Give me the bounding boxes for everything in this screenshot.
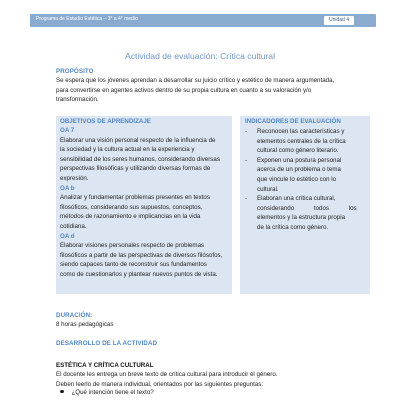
indicadores-list — [245, 127, 364, 233]
indicador-line: Exponen una postura personal — [257, 156, 342, 164]
oa-line: Elaborar una visión personal respecto de la influencia de — [60, 136, 216, 144]
question-text: ¿Qué intención tiene el texto? — [71, 389, 154, 396]
objetivos-heading: OBJETIVOS DE APRENDIZAJE — [60, 118, 151, 125]
oa-label: OA b — [60, 184, 75, 192]
indicador-line: de la crítica como género. — [257, 223, 329, 231]
indicador-line: Elaboran una crítica cultural, — [257, 195, 336, 203]
proposito-line: para convertirse en agentes activos dentro de su propia cultura en cuanto a su valoración y/o — [56, 86, 312, 94]
dash-bullet: - — [245, 195, 248, 203]
page-title: Actividad de evaluación: Crítica cultural — [125, 51, 275, 61]
unit-badge: Unidad 4 — [324, 16, 354, 25]
oa-line: perspectivas filosóficas y utilizando diversas formas de — [60, 165, 211, 173]
desarrollo-heading: DESARROLLO DE LA ACTIVIDAD — [56, 340, 158, 347]
oa-text — [60, 241, 227, 279]
oa-line: Analizar y fundamentar problemas presentes en textos — [60, 194, 210, 202]
indicador-item — [245, 194, 364, 232]
duracion-value: 8 horas pedagógicas — [56, 321, 114, 328]
indicador-line: que vincule lo estético con lo — [257, 175, 337, 183]
indicador-line: elementos y la estructura propia — [257, 214, 346, 222]
oa-label: OA d — [60, 232, 75, 240]
indicador-line: Reconocen las características y — [257, 128, 345, 135]
oa-label: OA 7 — [60, 127, 75, 134]
indicador-item — [245, 156, 364, 194]
oa-line: cotidiana. — [60, 222, 87, 230]
proposito-text — [56, 76, 370, 105]
header-bar — [30, 14, 376, 27]
question-bullet — [60, 389, 154, 396]
bullet-dot-icon — [60, 390, 64, 394]
oa-text — [60, 193, 227, 231]
indicador-line: considerando todos los — [257, 204, 357, 212]
oa-line: siendo capaces tanto de reconstruir sus fundamentos — [60, 261, 207, 269]
desarrollo-line: Deben leerlo de manera individual, orientados por las siguientes preguntas: — [56, 380, 264, 388]
oa-line: la sociedad y la cultura actual en la experiencia y — [60, 146, 195, 154]
dash-bullet: - — [245, 156, 248, 164]
oa-text — [60, 136, 227, 184]
indicadores-heading: INDICADORES DE EVALUACIÓN — [245, 118, 341, 125]
proposito-line: Se espera que los jóvenes aprendan a desarrollar su juicio crítico y estético de manera argumentada, — [56, 77, 335, 84]
indicador-line: cultural como género literario. — [257, 147, 339, 155]
indicador-line: cultural. — [257, 185, 279, 193]
oa-line: sensibilidad de los seres humanos, considerando diversas — [60, 155, 220, 163]
oa-line: como de cuestionarlos y plantear nuevos puntos de vista. — [60, 270, 218, 278]
proposito-line: transformación. — [56, 96, 99, 104]
objetivos-box — [56, 116, 232, 294]
program-name: Programa de Estudio Estética – 3° a 4° medio — [36, 16, 138, 22]
oa-line: métodos de razonamiento e implicancias en la vida — [60, 213, 201, 221]
indicador-line: acerca de un problema o tema — [257, 166, 341, 174]
indicador-item — [245, 127, 364, 156]
desarrollo-subheading: ESTÉTICA Y CRÍTICA CULTURAL — [56, 362, 154, 369]
oa-line: expresión. — [60, 174, 89, 182]
proposito-heading: PROPÓSITO — [56, 68, 94, 75]
duracion-heading: DURACIÓN: — [56, 312, 93, 319]
desarrollo-line: El docente les entrega un breve texto de crítica cultural para introducir el género. — [56, 371, 278, 378]
indicadores-box — [240, 116, 370, 294]
oa-line: filosóficos a partir de las perspectivas de diversos filósofos, — [60, 251, 223, 259]
desarrollo-text — [56, 370, 370, 389]
oa-line: Elaborar visiones personales respecto de problemas — [60, 242, 205, 250]
oa-line: filosóficos, considerando sus supuestos, conceptos, — [60, 203, 203, 211]
dash-bullet: - — [245, 128, 248, 135]
indicador-line: elementos centrales de la crítica — [257, 137, 346, 145]
